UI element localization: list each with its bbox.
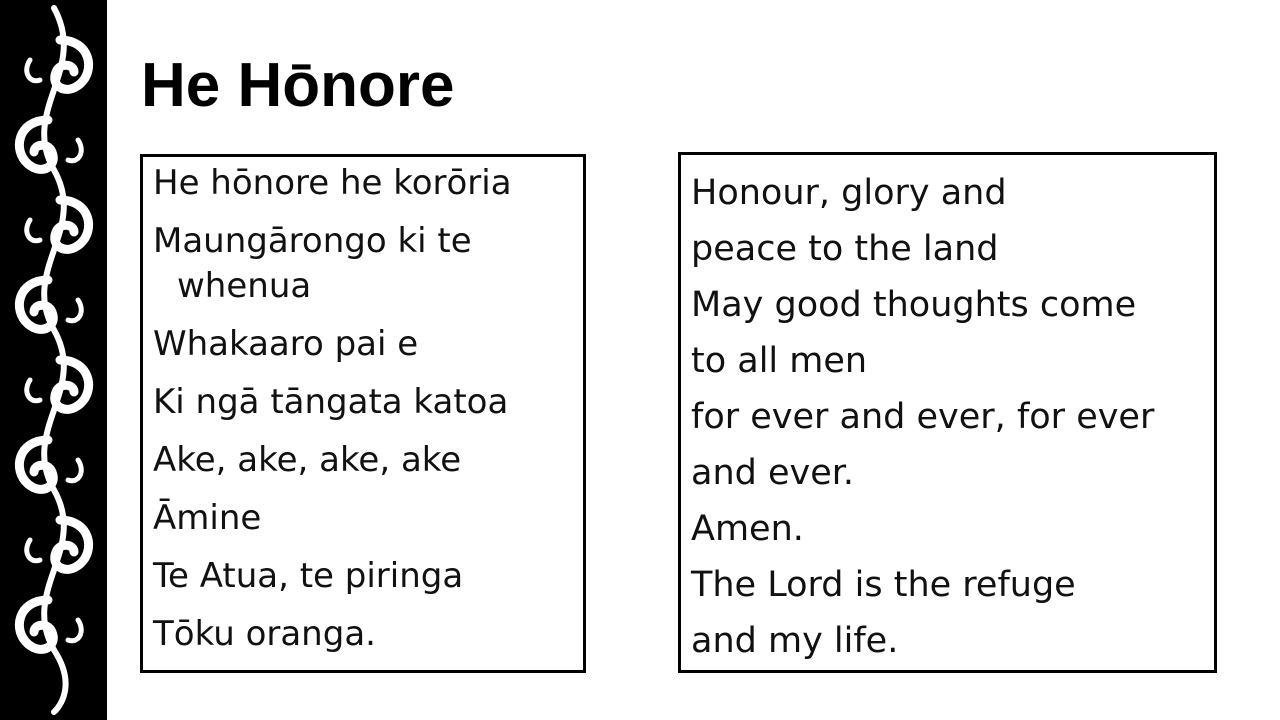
english-lyric-line: peace to the land: [691, 229, 999, 269]
maori-lyrics-box: [140, 154, 586, 673]
maori-lyrics-list: [153, 161, 575, 657]
maori-lyric-line: Āmine: [153, 498, 262, 538]
maori-lyric-line: Tōku oranga.: [153, 614, 376, 654]
english-lyric-line: and my life.: [691, 621, 899, 661]
slide-title: He Hōnore: [141, 51, 455, 120]
english-lyric-line: to all men: [691, 341, 868, 381]
english-lyrics-box: [678, 152, 1217, 673]
english-lyric-line: Honour, glory and: [691, 173, 1007, 213]
english-lyric-line: The Lord is the refuge: [691, 565, 1076, 605]
english-lyric-line: and ever.: [691, 453, 855, 493]
koru-border-strip: [0, 0, 107, 720]
maori-lyric-line: Te Atua, te piringa: [153, 556, 464, 596]
english-lyric-line: for ever and ever, for ever: [691, 397, 1155, 437]
maori-lyric-line: Ki ngā tāngata katoa: [153, 382, 509, 422]
maori-lyric-line: Ake, ake, ake, ake: [153, 440, 462, 480]
english-lyric-line: May good thoughts come: [691, 285, 1137, 325]
maori-lyric-line: He hōnore he korōria: [153, 163, 512, 203]
maori-lyric-line: Maungārongo ki te whenua: [153, 221, 472, 306]
english-lyrics-list: [691, 165, 1206, 669]
english-lyric-line: Amen.: [691, 509, 804, 549]
koru-pattern-icon: [0, 0, 107, 720]
maori-lyric-line: Whakaaro pai e: [153, 324, 419, 364]
